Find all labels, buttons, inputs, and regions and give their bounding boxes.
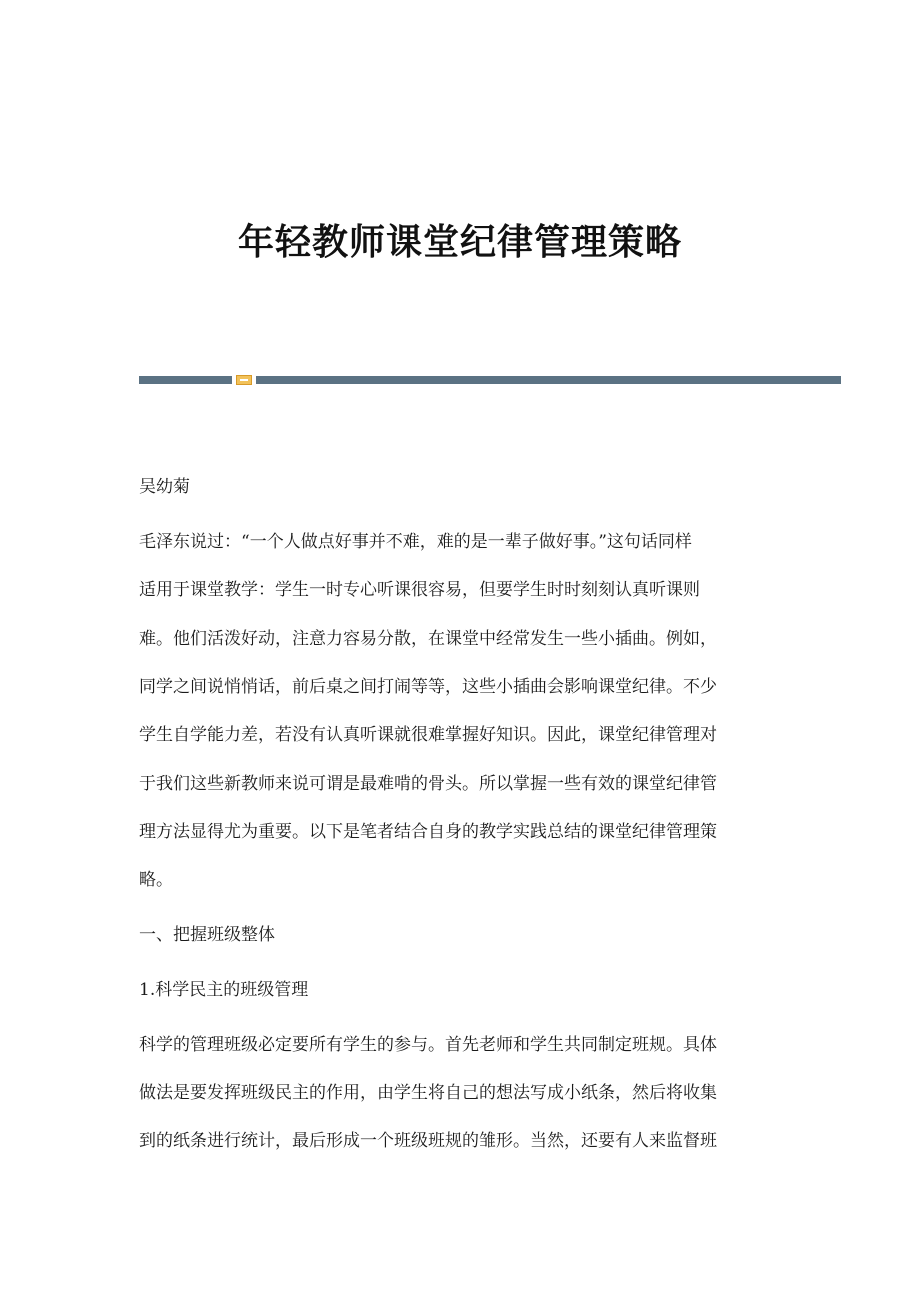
paragraph-line: 到的纸条进行统计，最后形成一个班级班规的雏形。当然，还要有人来监督班 <box>139 1131 717 1151</box>
paragraph-line: 难。他们活泼好动，注意力容易分散，在课堂中经常发生一些小插曲。例如， <box>139 629 717 649</box>
author-name: 吴幼菊 <box>139 477 190 497</box>
paragraph-line: 适用于课堂教学：学生一时专心听课很容易，但要学生时时刻刻认真听课则 <box>139 580 700 600</box>
paragraph-line: 学生自学能力差，若没有认真听课就很难掌握好知识。因此，课堂纪律管理对 <box>139 725 717 745</box>
document-title: 年轻教师课堂纪律管理策略 <box>237 221 682 263</box>
paragraph-line: 于我们这些新教师来说可谓是最难啃的骨头。所以掌握一些有效的课堂纪律管 <box>139 774 717 794</box>
paragraph-line: 毛泽东说过：“一个人做点好事并不难，难的是一辈子做好事。”这句话同样 <box>139 532 692 552</box>
divider-ornament-icon <box>236 375 252 385</box>
paragraph-line: 略。 <box>139 870 173 890</box>
paragraph-line: 理方法显得尤为重要。以下是笔者结合自身的教学实践总结的课堂纪律管理策 <box>139 822 717 842</box>
title-divider <box>139 375 841 385</box>
section-heading: 一、把握班级整体 <box>139 925 275 945</box>
divider-bar-right <box>256 376 841 384</box>
paragraph-line: 做法是要发挥班级民主的作用，由学生将自己的想法写成小纸条，然后将收集 <box>139 1083 717 1103</box>
paragraph-line: 同学之间说悄悄话，前后桌之间打闹等等，这些小插曲会影响课堂纪律。不少 <box>139 677 717 697</box>
divider-bar-left <box>139 376 232 384</box>
subsection-heading: 1.科学民主的班级管理 <box>139 980 309 1000</box>
paragraph-line: 科学的管理班级必定要所有学生的参与。首先老师和学生共同制定班规。具体 <box>139 1035 717 1055</box>
